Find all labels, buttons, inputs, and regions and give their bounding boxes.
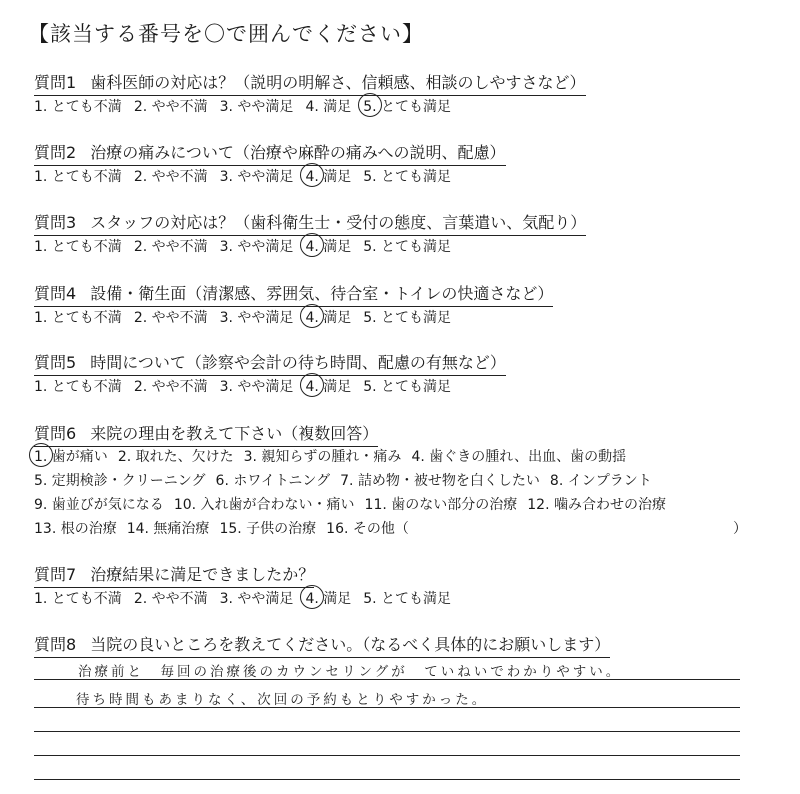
form-title: 【該当する番号を〇で囲んでください】 — [28, 22, 424, 46]
option-2[interactable]: 2. やや不満 — [133, 310, 208, 326]
question-7-header-underline — [34, 562, 314, 588]
option-1[interactable]: 1. とても不満 — [34, 379, 122, 395]
reason-option[interactable]: 11. 歯のない部分の治療 — [364, 497, 518, 513]
question-3-options — [34, 236, 463, 256]
circle-mark — [358, 93, 382, 117]
question-6-header-underline — [34, 421, 378, 447]
question-6-header — [34, 421, 378, 447]
question-4-header — [34, 281, 553, 307]
answer-line — [34, 779, 740, 780]
reason-option[interactable]: 2. 取れた、欠けた — [117, 449, 234, 465]
question-number: 質問6 — [34, 424, 77, 443]
circle-mark — [300, 233, 324, 257]
reason-option[interactable]: 4. 歯ぐきの腫れ、出血、歯の動揺 — [411, 449, 627, 465]
question-8-header-underline — [34, 632, 610, 658]
reason-option[interactable]: 7. 詰め物・被せ物を白くしたい — [340, 473, 540, 489]
option-1[interactable]: 1. とても不満 — [34, 239, 122, 255]
answer-line — [34, 731, 740, 732]
option-1[interactable]: 1. とても不満 — [34, 310, 122, 326]
question-number: 質問1 — [34, 73, 77, 92]
option-5[interactable]: 5. とても満足 — [363, 591, 452, 607]
question-5-header-underline — [34, 350, 506, 376]
reason-option[interactable]: 13. 根の治療 — [34, 521, 117, 537]
other-close-paren: ） — [733, 521, 747, 537]
option-2[interactable]: 2. やや不満 — [133, 169, 208, 185]
option-5[interactable]: 5. とても満足 — [363, 169, 452, 185]
question-6-row — [34, 518, 419, 538]
question-4-options — [34, 307, 463, 327]
question-2-options — [34, 166, 463, 186]
option-5[interactable]: 5. とても満足 — [363, 96, 451, 116]
option-3[interactable]: 3. やや満足 — [219, 379, 294, 395]
question-2-header — [34, 140, 506, 166]
reason-option[interactable]: 12. 噛み合わせの治療 — [527, 497, 666, 513]
question-6-row — [34, 494, 676, 514]
option-4[interactable]: 4. 満足 — [305, 376, 351, 396]
option-5[interactable]: 5. とても満足 — [363, 379, 452, 395]
reason-option[interactable]: 10. 入れ歯が合わない・痛い — [173, 497, 355, 513]
option-1[interactable]: 1. とても不満 — [34, 169, 122, 185]
reason-option[interactable]: 16. その他（ — [326, 521, 409, 537]
option-2[interactable]: 2. やや不満 — [133, 591, 208, 607]
question-text: 来院の理由を教えて下さい（複数回答） — [90, 424, 379, 443]
question-5-options — [34, 376, 463, 396]
option-1[interactable]: 1. とても不満 — [34, 99, 122, 115]
question-2-header-underline — [34, 140, 506, 166]
option-3[interactable]: 3. やや満足 — [219, 310, 294, 326]
reason-option[interactable]: 6. ホワイトニング — [215, 473, 331, 489]
question-text: 治療結果に満足できましたか？ — [90, 565, 315, 584]
question-text: 当院の良いところを教えてください。（なるべく具体的にお願いします） — [90, 635, 611, 654]
reason-option[interactable]: 1. 歯が痛い — [34, 446, 108, 466]
reason-option[interactable]: 3. 親知らずの腫れ・痛み — [243, 449, 402, 465]
question-6-row — [34, 470, 662, 490]
question-4-header-underline — [34, 281, 553, 307]
option-3[interactable]: 3. やや満足 — [219, 169, 294, 185]
question-number: 質問8 — [34, 635, 77, 654]
option-5[interactable]: 5. とても満足 — [363, 310, 452, 326]
option-2[interactable]: 2. やや不満 — [133, 99, 208, 115]
handwritten-answer: 治療前と 毎回の治療後のカウンセリングが ていねいでわかりやすい。 — [78, 664, 623, 680]
question-5-header — [34, 350, 506, 376]
question-7-header — [34, 562, 314, 588]
option-3[interactable]: 3. やや満足 — [219, 591, 294, 607]
question-1-options — [34, 96, 463, 116]
circle-mark — [300, 304, 324, 328]
reason-option[interactable]: 8. インプラント — [549, 473, 652, 489]
question-1-header — [34, 70, 586, 96]
question-text: 時間について（診察や会計の待ち時間、配慮の有無など） — [90, 353, 506, 372]
reason-option[interactable]: 15. 子供の治療 — [219, 521, 317, 537]
option-4[interactable]: 4. 満足 — [305, 166, 351, 186]
option-4[interactable]: 4. 満足 — [305, 99, 352, 115]
question-number: 質問2 — [34, 143, 77, 162]
question-7-options — [34, 588, 463, 608]
question-number: 質問3 — [34, 213, 77, 232]
option-4[interactable]: 4. 満足 — [305, 236, 351, 256]
question-number: 質問7 — [34, 565, 77, 584]
circle-mark — [29, 443, 53, 467]
question-number: 質問4 — [34, 284, 77, 303]
option-1[interactable]: 1. とても不満 — [34, 591, 122, 607]
option-4[interactable]: 4. 満足 — [305, 307, 351, 327]
circle-mark — [300, 163, 324, 187]
option-2[interactable]: 2. やや不満 — [133, 239, 208, 255]
reason-option[interactable]: 14. 無痛治療 — [126, 521, 210, 537]
question-6-row — [34, 446, 636, 466]
option-3[interactable]: 3. やや満足 — [219, 239, 294, 255]
option-3[interactable]: 3. やや満足 — [219, 99, 294, 115]
question-text: 歯科医師の対応は？（説明の明解さ、信頼感、相談のしやすさなど） — [90, 73, 586, 92]
question-8-header — [34, 632, 610, 658]
question-number: 質問5 — [34, 353, 77, 372]
circle-mark — [300, 373, 324, 397]
answer-line — [34, 755, 740, 756]
handwritten-answer: 待ち時間もあまりなく、次回の予約もとりやすかった。 — [76, 692, 489, 708]
question-1-header-underline — [34, 70, 586, 96]
option-5[interactable]: 5. とても満足 — [363, 239, 452, 255]
circle-mark — [300, 585, 324, 609]
question-text: 設備・衛生面（清潔感、雰囲気、待合室・トイレの快適さなど） — [90, 284, 554, 303]
question-text: 治療の痛みについて（治療や麻酔の痛みへの説明、配慮） — [90, 143, 506, 162]
option-4[interactable]: 4. 満足 — [305, 588, 351, 608]
reason-option[interactable]: 5. 定期検診・クリーニング — [34, 473, 206, 489]
reason-option[interactable]: 9. 歯並びが気になる — [34, 497, 164, 513]
question-text: スタッフの対応は？（歯科衛生士・受付の態度、言葉遣い、気配り） — [90, 213, 587, 232]
option-2[interactable]: 2. やや不満 — [133, 379, 208, 395]
